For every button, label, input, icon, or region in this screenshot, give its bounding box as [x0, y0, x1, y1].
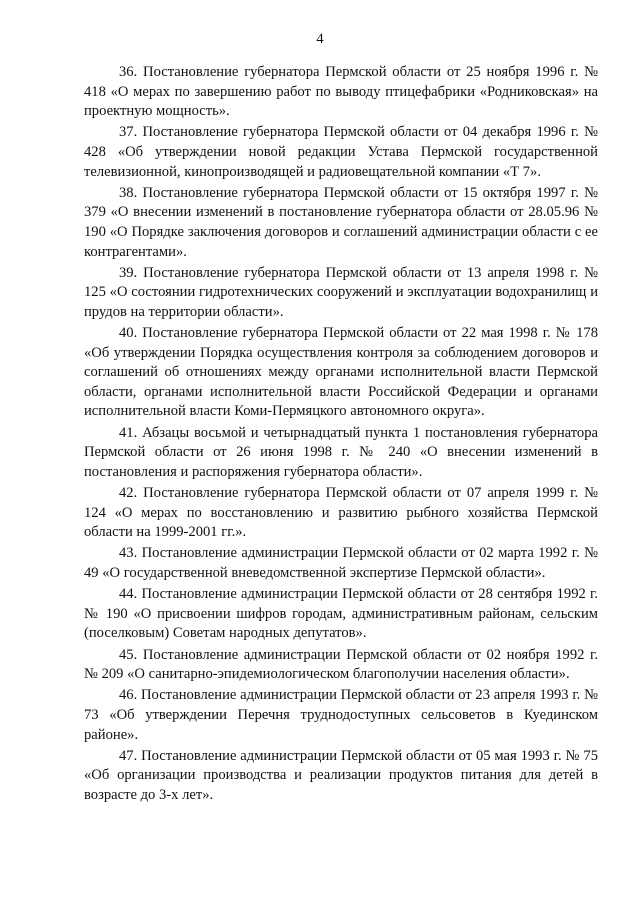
- paragraph-44: 44. Постановление администрации Пермской области от 28 сентября 1992 г. № 190 «О присвоении шифров городам, административным районам, сельским (поселковым) Советам народных депутатов».: [84, 586, 598, 642]
- paragraph-45: 45. Постановление администрации Пермской области от 02 ноября 1992 г. № 209 «О санитарно-эпидемиологическом благополучии населения области».: [84, 646, 598, 683]
- paragraph-41: 41. Абзацы восьмой и четырнадцатый пункта 1 постановления губернатора Пермской области от 26 июня 1998 г. № 240 «О внесении изменений в постановления и распоряжения губернатора области».: [84, 424, 598, 480]
- paragraph-46: 46. Постановление администрации Пермской области от 23 апреля 1993 г. № 73 «Об утверждении Перечня труднодоступных сельсоветов в Куединском районе».: [84, 687, 598, 743]
- paragraph-40: 40. Постановление губернатора Пермской области от 22 мая 1998 г. № 178 «Об утверждении Порядка осуществления контроля за соблюдением договоров и соглашений об отношениях между органами исполнительной власти Пермской области, органами исполнительной власти Российской Федерации и органами исполнительной власти Коми-Пермяцкого автономного округа».: [84, 325, 598, 420]
- paragraph-42: 42. Постановление губернатора Пермской области от 07 апреля 1999 г. № 124 «О мерах по восстановлению и развитию рыбного хозяйства Пермской области на 1999-2001 гг.».: [84, 485, 598, 541]
- paragraph-39: 39. Постановление губернатора Пермской области от 13 апреля 1998 г. № 125 «О состоянии гидротехнических сооружений и эксплуатации водохранилищ и прудов на территории области».: [84, 264, 598, 320]
- paragraph-47: 47. Постановление администрации Пермской области от 05 мая 1993 г. № 75 «Об организации производства и реализации продуктов питания для детей в возрасте до 3-х лет».: [84, 747, 598, 803]
- paragraph-43: 43. Постановление администрации Пермской области от 02 марта 1992 г. № 49 «О государственной вневедомственной экспертизе Пермской области».: [84, 545, 598, 581]
- document-body: [84, 63, 598, 807]
- page-number: 4: [316, 31, 324, 47]
- paragraph-37: 37. Постановление губернатора Пермской области от 04 декабря 1996 г. № 428 «Об утверждении новой редакции Устава Пермской государственной телевизионной, кинопроизводящей и радиовещательной компании «Т 7».: [84, 124, 598, 180]
- paragraph-38: 38. Постановление губернатора Пермской области от 15 октября 1997 г. № 379 «О внесении изменений в постановление губернатора области от 28.05.96 № 190 «О Порядке заключения договоров и соглашений администрации области с ее контрагентами».: [84, 184, 598, 260]
- paragraph-36: 36. Постановление губернатора Пермской области от 25 ноября 1996 г. № 418 «О мерах по завершению работ по выводу птицефабрики «Родниковская» на проектную мощность».: [84, 64, 598, 120]
